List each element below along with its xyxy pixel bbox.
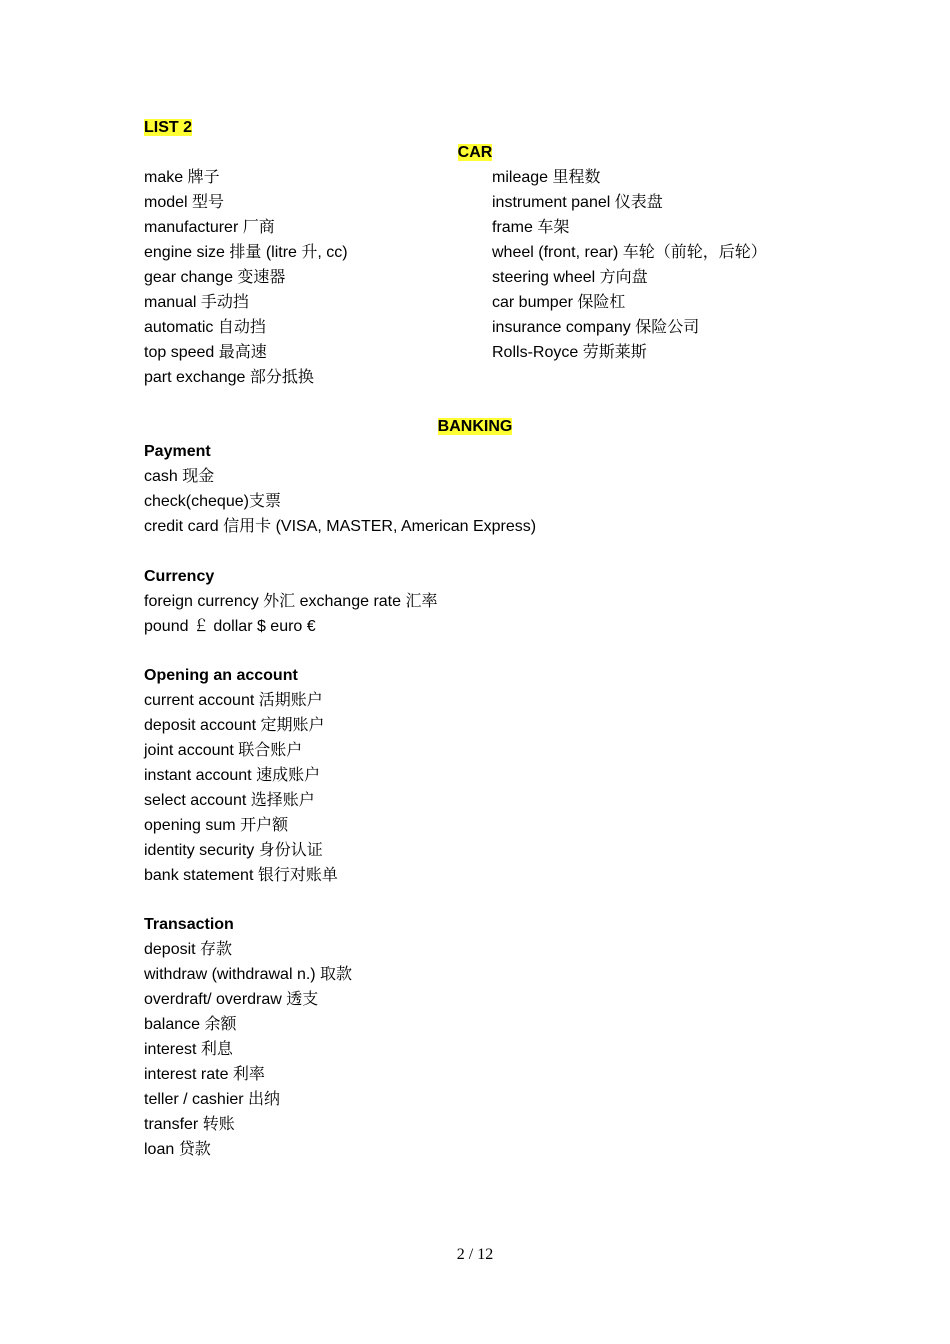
- list-item: model 型号: [144, 194, 225, 211]
- list-item: Rolls-Royce 劳斯莱斯: [492, 344, 647, 361]
- list-item: identity security 身份认证: [144, 842, 323, 859]
- list-item: teller / cashier 出纳: [144, 1091, 281, 1108]
- list-item: frame 车架: [492, 219, 570, 236]
- list-item: balance 余额: [144, 1016, 237, 1033]
- list-item: wheel (front, rear) 车轮（前轮，后轮）: [492, 244, 767, 261]
- list-title-text: LIST 2: [144, 119, 193, 136]
- section-title: Transaction: [144, 916, 234, 933]
- list-item: instrument panel 仪表盘: [492, 194, 663, 211]
- list-item: foreign currency 外汇 exchange rate 汇率: [144, 593, 438, 610]
- list-item: steering wheel 方向盘: [492, 269, 648, 286]
- list-item: gear change 变速器: [144, 269, 286, 286]
- list-item: make 牌子: [144, 169, 220, 186]
- list-item: bank statement 银行对账单: [144, 867, 338, 884]
- list-title: [144, 118, 192, 138]
- list-item: engine size 排量 (litre 升, cc): [144, 244, 348, 261]
- list-item: transfer 转账: [144, 1116, 235, 1133]
- list-item: manual 手动挡: [144, 294, 249, 311]
- list-item: interest 利息: [144, 1041, 233, 1058]
- list-item: credit card 信用卡 (VISA, MASTER, American Express): [144, 518, 537, 535]
- banking-heading-text: BANKING: [437, 418, 513, 435]
- list-item: loan 贷款: [144, 1141, 211, 1158]
- list-item: select account 选择账户: [144, 792, 315, 809]
- list-item: opening sum 开户额: [144, 817, 289, 834]
- list-item: joint account 联合账户: [144, 742, 303, 759]
- section-title: Payment: [144, 443, 211, 460]
- list-item: deposit account 定期账户: [144, 717, 325, 734]
- list-item: current account 活期账户: [144, 692, 323, 709]
- list-item: part exchange 部分抵换: [144, 369, 314, 386]
- list-item: automatic 自动挡: [144, 319, 266, 336]
- list-item: interest rate 利率: [144, 1066, 265, 1083]
- car-heading-text: CAR: [457, 144, 493, 161]
- banking-heading: [0, 417, 950, 437]
- list-item: cash 现金: [144, 468, 215, 485]
- list-item: instant account 速成账户: [144, 767, 321, 784]
- list-item: pound ￡ dollar $ euro €: [144, 618, 316, 635]
- section-title: Currency: [144, 568, 215, 585]
- list-item: withdraw (withdrawal n.) 取款: [144, 966, 353, 983]
- list-item: top speed 最高速: [144, 344, 267, 361]
- page-number: 2 / 12: [456, 1246, 494, 1263]
- list-item: car bumper 保险杠: [492, 294, 626, 311]
- list-item: check(cheque)支票: [144, 493, 281, 510]
- list-item: mileage 里程数: [492, 169, 601, 186]
- section-title: Opening an account: [144, 667, 298, 684]
- list-item: insurance company 保险公司: [492, 319, 700, 336]
- list-item: deposit 存款: [144, 941, 233, 958]
- list-item: overdraft/ overdraw 透支: [144, 991, 319, 1008]
- car-heading: [0, 143, 950, 163]
- list-item: manufacturer 厂商: [144, 219, 275, 236]
